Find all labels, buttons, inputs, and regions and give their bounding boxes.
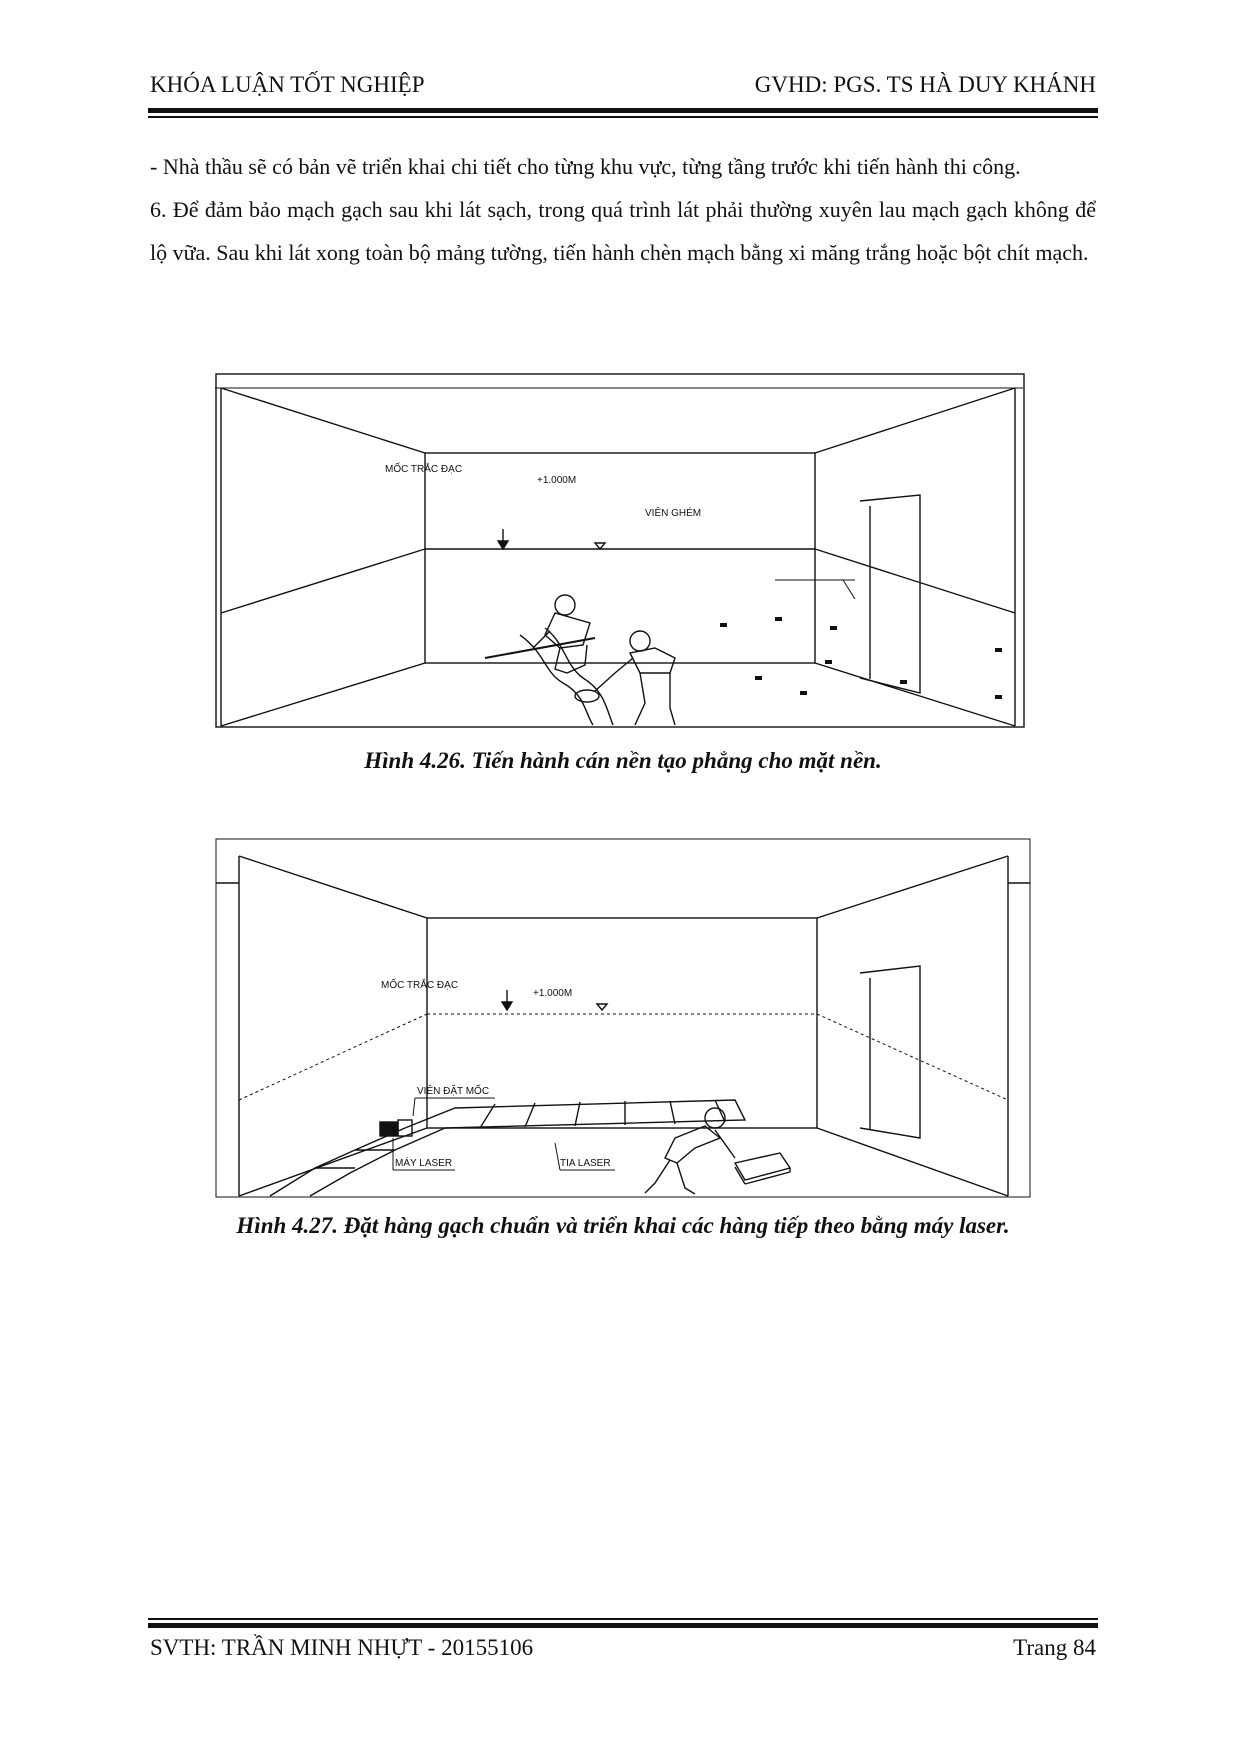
figure-4-27-drawing: [215, 838, 1031, 1198]
header-advisor: GVHD: PGS. TS HÀ DUY KHÁNH: [754, 72, 1096, 97]
footer-student: SVTH: TRẦN MINH NHỰT - 20155106: [150, 1635, 534, 1660]
header-thesis-title: KHÓA LUẬN TỐT NGHIỆP: [150, 72, 425, 97]
fig1-label-tile: VIÊN GHÉM: [645, 508, 702, 519]
page-footer: [150, 1635, 1096, 1671]
fig1-label-level: +1.000M: [537, 475, 577, 486]
page-number: Trang 84: [1013, 1635, 1096, 1660]
fig2-label-level: +1.000M: [533, 988, 573, 999]
fig2-label-survey-mark: MỐC TRẮC ĐẠC: [381, 980, 459, 991]
header-rule-thin: [148, 116, 1098, 118]
header-rule-thick: [148, 108, 1098, 113]
body-text: [150, 145, 1096, 274]
paragraph-1: - Nhà thầu sẽ có bản vẽ triển khai chi tiết cho từng khu vực, từng tầng trước khi tiến hành thi công.: [150, 154, 1021, 179]
footer-rule-thin: [148, 1618, 1098, 1620]
page-header: [150, 72, 1096, 108]
fig1-label-survey-mark: MỐC TRẮC ĐẠC: [385, 464, 463, 475]
paragraph-2: 6. Để đảm bảo mạch gạch sau khi lát sạch, trong quá trình lát phải thường xuyên lau mạch gạch không để lộ vữa. Sau khi lát xong toàn bộ mảng tường, tiến hành chèn mạch bằng xi măng trắng hoặc bột chít mạch.: [150, 197, 1096, 265]
figure-4-26-caption: Hình 4.26. Tiến hành cán nền tạo phẳng cho mặt nền.: [364, 748, 882, 773]
fig2-label-laser-beam: TIA LASER: [560, 1158, 611, 1169]
figure-4-27-caption: Hình 4.27. Đặt hàng gạch chuẩn và triển khai các hàng tiếp theo bằng máy laser.: [236, 1213, 1010, 1238]
figure-4-26-drawing: [215, 373, 1025, 728]
footer-rule-thick: [148, 1623, 1098, 1628]
fig2-label-laser-machine: MÁY LASER: [395, 1158, 453, 1169]
fig2-label-tile: VIÊN ĐẶT MỐC: [417, 1086, 490, 1097]
